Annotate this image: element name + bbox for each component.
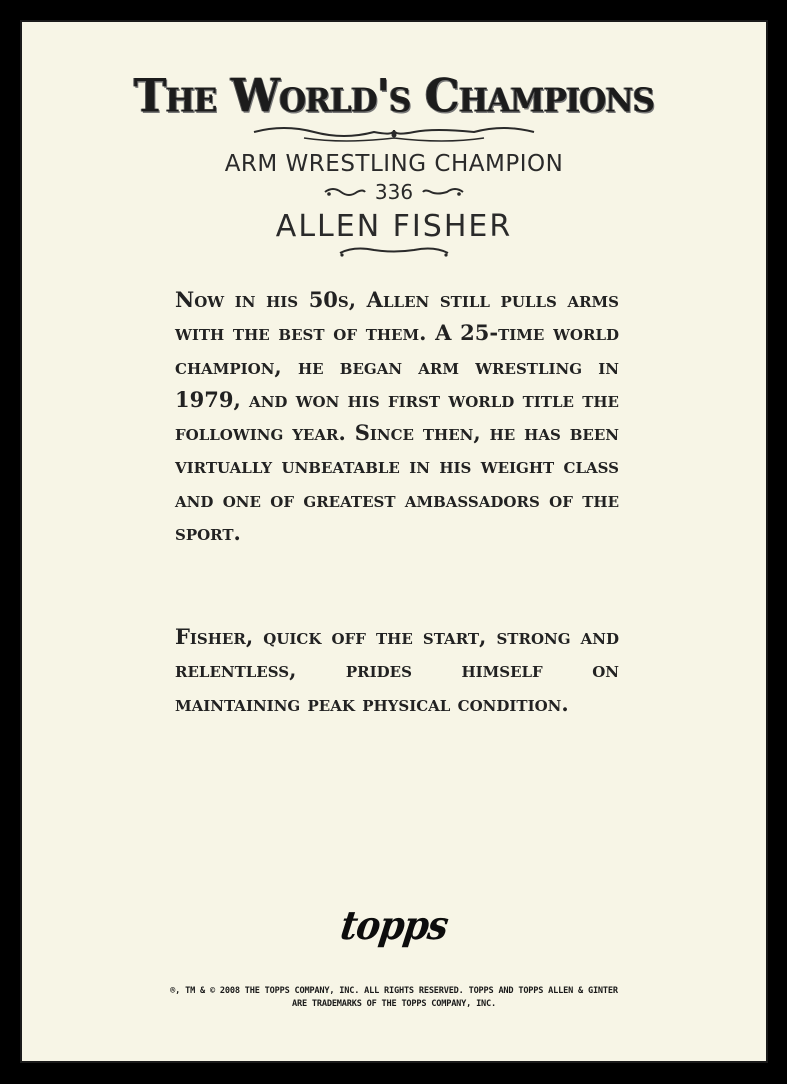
card-header (22, 69, 766, 258)
name-flourish-icon (334, 244, 454, 258)
brand-logo (22, 902, 766, 950)
copyright-line: ®, TM & © 2008 THE TOPPS COMPANY, INC. ALL RIGHTS RESERVED. TOPPS AND TOPPS ALLEN & GINTER (170, 986, 618, 996)
bio-paragraph: Now in his 50s, Allen still pulls arms with the best of them. A 25-time world champion, he began arm wrestling in 1979, and won his first world title the following year. Since then, he has been virtually unbeatable in his weight class and one of greatest ambassadors of the sport. (175, 287, 619, 546)
trading-card-back (20, 20, 768, 1063)
copyright-line: ARE TRADEMARKS OF THE TOPPS COMPANY, INC. (292, 999, 496, 1009)
card-number-row (22, 180, 766, 204)
topps-logo: topps (337, 902, 451, 950)
player-name: ALLEN FISHER (275, 209, 513, 244)
bio-paragraph: Fisher, quick off the start, strong and relentless, prides himself on maintaining peak physical condition. (175, 624, 619, 716)
right-flourish-icon (421, 185, 465, 199)
card-number: 336 (374, 180, 414, 204)
title-flourish-icon (244, 122, 544, 146)
copyright-notice (22, 985, 766, 1011)
left-flourish-icon (323, 185, 367, 199)
champion-category: ARM WRESTLING CHAMPION (224, 151, 564, 177)
series-title: The World's Champions (133, 69, 655, 124)
